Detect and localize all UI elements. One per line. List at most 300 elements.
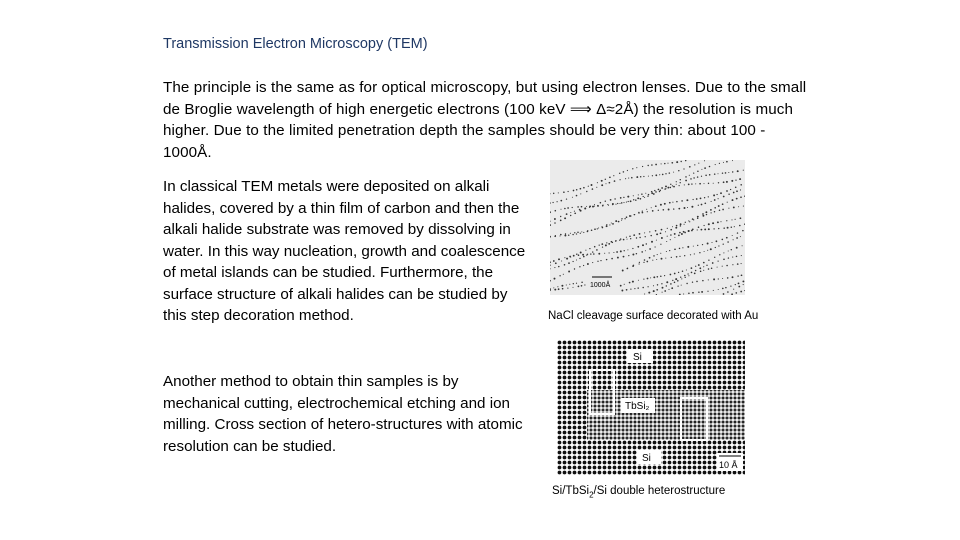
decoration-dot (587, 231, 588, 232)
decoration-dot (708, 268, 710, 270)
decoration-dot (697, 229, 698, 230)
decoration-dot (734, 226, 735, 227)
decoration-dot (737, 275, 738, 276)
decoration-dot (627, 196, 629, 198)
decoration-dot (651, 241, 653, 243)
decoration-dot (641, 193, 643, 195)
decoration-dot (557, 286, 558, 287)
decoration-dot (579, 266, 580, 267)
decoration-dot (579, 209, 581, 211)
decoration-dot (708, 228, 710, 230)
decoration-dot (581, 285, 583, 287)
decoration-dot (671, 257, 672, 258)
decoration-dot (690, 178, 692, 180)
decoration-dot (726, 237, 728, 239)
decoration-dot (681, 285, 682, 286)
decoration-dot (708, 183, 709, 184)
decoration-dot (692, 199, 693, 200)
decoration-dot (676, 184, 677, 185)
decoration-dot (735, 187, 737, 189)
decoration-dot (554, 222, 556, 224)
decoration-dot (674, 273, 676, 275)
decoration-dot (720, 192, 722, 194)
decoration-dot (642, 287, 644, 289)
decoration-dot (632, 168, 633, 169)
decoration-dot (609, 182, 611, 184)
decoration-dot (570, 212, 571, 213)
decoration-dot (555, 262, 557, 264)
decoration-dot (646, 209, 647, 210)
label-si-top: Si (633, 352, 642, 363)
decoration-dot (743, 206, 744, 207)
decoration-dot (730, 285, 731, 286)
decoration-dot (679, 185, 680, 186)
decoration-dot (651, 191, 653, 193)
scale-bar-label: 10 Å (719, 460, 738, 470)
decoration-dot (572, 234, 573, 235)
decoration-dot (714, 207, 716, 209)
decoration-dot (602, 246, 603, 247)
decoration-dot (704, 160, 705, 161)
decoration-dot (609, 224, 610, 225)
decoration-dot (738, 286, 740, 288)
decoration-dot (719, 254, 720, 255)
decoration-dot (705, 211, 707, 213)
decoration-dot (701, 204, 703, 206)
decoration-dot (733, 192, 735, 194)
decoration-dot (740, 184, 742, 186)
decoration-dot (713, 278, 715, 280)
decoration-dot (718, 205, 720, 207)
decoration-dot (600, 202, 602, 204)
decoration-dot (727, 227, 729, 229)
decoration-dot (570, 215, 571, 216)
decoration-dot (735, 219, 736, 220)
decoration-dot (656, 233, 658, 235)
decoration-dot (660, 244, 661, 245)
decoration-dot (680, 161, 681, 162)
decoration-dot (591, 184, 593, 186)
decoration-dot (655, 191, 657, 193)
decoration-dot (564, 217, 566, 219)
decoration-dot (718, 245, 719, 246)
decoration-dot (708, 260, 709, 261)
decoration-dot (662, 174, 664, 176)
decoration-dot (624, 218, 625, 219)
decoration-dot (609, 176, 611, 178)
decoration-dot (633, 195, 634, 196)
decoration-dot (709, 166, 711, 168)
decoration-dot (688, 293, 690, 295)
decoration-dot (590, 206, 591, 207)
decoration-dot (726, 265, 728, 267)
decoration-dot (707, 243, 709, 245)
decoration-dot (702, 215, 704, 217)
decoration-dot (647, 278, 649, 280)
decoration-dot (594, 206, 595, 207)
decoration-dot (698, 226, 700, 228)
decoration-dot (735, 292, 737, 294)
decoration-dot (692, 292, 694, 294)
decoration-dot (709, 174, 711, 176)
decoration-dot (648, 194, 649, 195)
decoration-dot (742, 245, 743, 246)
decoration-dot (632, 265, 634, 267)
decoration-dot (606, 259, 607, 260)
decoration-dot (722, 288, 724, 290)
decoration-dot (580, 188, 582, 190)
decoration-dot (560, 216, 561, 217)
decoration-dot (670, 234, 672, 236)
decoration-dot (732, 160, 733, 161)
decoration-dot (678, 272, 679, 273)
decoration-dot (661, 229, 663, 231)
decoration-dot (661, 237, 663, 239)
decoration-dot (577, 206, 579, 208)
decoration-dot (723, 244, 724, 245)
decoration-dot (680, 225, 682, 227)
decoration-dot (559, 235, 560, 236)
decoration-dot (712, 262, 714, 264)
decoration-dot (698, 205, 699, 206)
decoration-dot (646, 261, 648, 263)
decoration-dot (656, 240, 657, 241)
decoration-dot (601, 184, 603, 186)
decoration-dot (711, 201, 712, 202)
decoration-dot (649, 248, 651, 250)
decoration-dot (669, 250, 670, 251)
decoration-dot (558, 288, 560, 290)
decoration-dot (738, 206, 739, 207)
decoration-dot (553, 287, 554, 288)
decoration-dot (626, 202, 627, 203)
decoration-dot (725, 172, 727, 174)
decoration-dot (699, 183, 701, 185)
decoration-dot (572, 207, 573, 208)
decoration-dot (574, 268, 575, 269)
decoration-dot (708, 196, 709, 197)
decoration-dot (636, 167, 637, 168)
decoration-dot (578, 286, 580, 288)
decoration-dot (674, 237, 675, 238)
heterostructure-micrograph (557, 340, 745, 475)
decoration-dot (658, 210, 659, 211)
decoration-dot (560, 234, 562, 236)
decoration-dot (663, 209, 665, 211)
decoration-dot (683, 168, 684, 169)
decoration-dot (740, 217, 742, 219)
decoration-dot (581, 231, 582, 232)
decoration-dot (722, 278, 723, 279)
decoration-dot (618, 221, 620, 223)
decoration-dot (688, 220, 689, 221)
decoration-dot (623, 202, 624, 203)
decoration-dot (732, 264, 733, 265)
decoration-dot (700, 198, 702, 200)
decoration-dot (642, 212, 644, 214)
decoration-dot (644, 232, 645, 233)
decoration-dot (597, 261, 598, 262)
decoration-dot (704, 167, 706, 169)
decoration-dot (552, 202, 553, 203)
decoration-dot (634, 288, 635, 289)
decoration-dot (720, 221, 721, 222)
decoration-dot (667, 163, 668, 164)
decoration-dot (711, 267, 713, 269)
decoration-dot (659, 174, 660, 175)
decoration-dot (574, 232, 575, 233)
decoration-dot (683, 231, 685, 233)
decoration-dot (653, 276, 655, 278)
decoration-dot (608, 243, 610, 245)
decoration-dot (714, 257, 715, 258)
decoration-dot (701, 291, 703, 293)
decoration-dot (691, 272, 693, 274)
decoration-dot (728, 172, 729, 173)
decoration-dot (636, 253, 637, 254)
decoration-dot (660, 253, 661, 254)
decoration-dot (568, 271, 570, 273)
decoration-dot (653, 285, 654, 286)
decoration-dot (695, 266, 696, 267)
decoration-dot (573, 255, 574, 256)
decoration-dot (644, 293, 645, 294)
decoration-dot (561, 260, 562, 261)
decoration-dot (661, 258, 663, 260)
decoration-dot (674, 282, 676, 284)
decoration-dot (666, 285, 667, 286)
decoration-dot (553, 193, 554, 194)
decoration-dot (736, 190, 738, 192)
decoration-dot (699, 252, 700, 253)
decoration-dot (600, 260, 601, 261)
decoration-dot (665, 258, 666, 259)
decoration-dot (656, 259, 657, 260)
decoration-dot (679, 256, 680, 257)
decoration-dot (681, 278, 682, 279)
decoration-dot (604, 253, 605, 254)
decoration-dot (742, 230, 744, 232)
decoration-dot (694, 273, 696, 275)
decoration-dot (685, 180, 687, 182)
decoration-dot (691, 267, 693, 269)
decoration-dot (684, 255, 685, 256)
decoration-dot (657, 284, 658, 285)
decoration-dot (681, 200, 683, 202)
decoration-dot (701, 229, 703, 231)
decoration-dot (664, 203, 666, 205)
decoration-dot (642, 244, 644, 246)
decoration-dot (570, 233, 571, 234)
decoration-dot (665, 185, 667, 187)
decoration-dot (689, 175, 690, 176)
decoration-dot (672, 226, 673, 227)
decoration-dot (630, 200, 632, 202)
decoration-dot (736, 237, 738, 239)
decoration-dot (621, 290, 623, 292)
decoration-dot (687, 207, 688, 208)
decoration-dot (731, 180, 733, 182)
decoration-dot (612, 223, 614, 225)
decoration-dot (680, 182, 681, 183)
decoration-dot (697, 245, 698, 246)
decoration-dot (639, 233, 641, 235)
decoration-dot (698, 264, 700, 266)
decoration-dot (629, 235, 631, 237)
decoration-dot (577, 232, 579, 234)
decoration-dot (576, 189, 578, 191)
decoration-dot (689, 221, 690, 222)
decoration-dot (718, 278, 719, 279)
decoration-dot (668, 289, 669, 290)
decoration-dot (574, 212, 576, 214)
decoration-dot (713, 290, 714, 291)
decoration-dot (723, 293, 725, 295)
decoration-dot (660, 276, 662, 278)
decoration-dot (684, 224, 685, 225)
decoration-dot (650, 277, 651, 278)
decoration-dot (717, 221, 719, 223)
decoration-dot (728, 194, 729, 195)
decoration-dot (732, 199, 734, 201)
decoration-dot (722, 209, 724, 211)
decoration-dot (612, 204, 613, 205)
decoration-dot (743, 284, 744, 285)
decoration-dot (598, 227, 599, 228)
decoration-dot (606, 224, 607, 225)
decoration-dot (726, 220, 727, 221)
decoration-dot (701, 169, 702, 170)
decoration-dot (732, 235, 733, 236)
decoration-dot (704, 202, 706, 204)
decoration-dot (623, 171, 625, 173)
decoration-dot (676, 256, 678, 258)
decoration-dot (636, 176, 638, 178)
decoration-dot (708, 279, 709, 280)
decoration-dot (713, 194, 715, 196)
decoration-dot (697, 176, 698, 177)
decoration-dot (699, 267, 701, 269)
decoration-dot (727, 277, 729, 279)
decoration-dot (666, 251, 667, 252)
decoration-dot (719, 210, 721, 212)
decoration-dot (677, 280, 679, 282)
nacl-caption: NaCl cleavage surface decorated with Au (548, 310, 759, 322)
decoration-dot (605, 179, 606, 180)
decoration-dot (695, 183, 696, 184)
decoration-dot (702, 280, 704, 282)
decoration-dot (698, 291, 699, 292)
decoration-dot (664, 290, 666, 292)
decoration-dot (647, 165, 648, 166)
decoration-dot (558, 258, 560, 260)
decoration-dot (716, 194, 717, 195)
decoration-dot (590, 253, 591, 254)
decoration-dot (564, 208, 566, 210)
decoration-dot (601, 243, 603, 245)
decoration-dot (650, 235, 651, 236)
decoration-dot (693, 246, 694, 247)
decoration-dot (676, 181, 677, 182)
decoration-dot (671, 162, 673, 164)
decoration-dot (651, 164, 653, 166)
decoration-dot (615, 204, 616, 205)
decoration-dot (560, 200, 562, 202)
decoration-dot (666, 241, 667, 242)
decoration-dot (676, 161, 678, 163)
decoration-dot (740, 189, 741, 190)
decoration-dot (602, 205, 604, 207)
decoration-dot (611, 222, 612, 223)
decoration-dot (670, 283, 672, 285)
decoration-dot (653, 193, 655, 195)
decoration-dot (645, 250, 646, 251)
decoration-dot (718, 261, 719, 262)
decoration-dot (634, 214, 635, 215)
decoration-dot (725, 287, 727, 289)
decoration-dot (674, 248, 676, 250)
decoration-dot (643, 176, 644, 177)
decoration-dot (714, 211, 715, 212)
decoration-dot (556, 201, 557, 202)
decoration-dot (678, 170, 679, 171)
heterostructure-caption (552, 485, 725, 499)
caption-text: Si/TbSi (552, 485, 590, 497)
decoration-dot (684, 207, 686, 209)
decoration-dot (673, 208, 674, 209)
decoration-dot (578, 254, 580, 256)
decoration-dot (651, 207, 652, 208)
decoration-dot (723, 258, 725, 260)
decoration-dot (623, 197, 624, 198)
decoration-dot (703, 262, 705, 264)
decoration-dot (739, 225, 741, 227)
decoration-dot (723, 181, 725, 183)
decoration-dot (686, 283, 687, 284)
decoration-dot (623, 256, 625, 258)
decoration-dot (576, 195, 578, 197)
decoration-dot (678, 208, 680, 210)
decoration-dot (718, 173, 719, 174)
decoration-dot (714, 173, 716, 175)
decoration-dot (671, 287, 673, 289)
decoration-dot (672, 280, 673, 281)
decoration-dot (574, 211, 575, 212)
decoration-dot (636, 237, 637, 238)
decoration-dot (718, 182, 719, 183)
decoration-dot (580, 233, 581, 234)
decoration-dot (670, 239, 671, 240)
decoration-dot (688, 275, 689, 276)
decoration-dot (741, 263, 742, 264)
decoration-dot (741, 274, 743, 276)
decoration-dot (629, 282, 631, 284)
decoration-dot (680, 223, 682, 225)
decoration-dot (594, 228, 596, 230)
decoration-dot (657, 254, 658, 255)
decoration-dot (644, 197, 645, 198)
decoration-dot (694, 164, 695, 165)
decoration-dot (670, 187, 671, 188)
decoration-dot (637, 197, 639, 199)
decoration-dot (576, 254, 577, 255)
decoration-dot (679, 248, 681, 250)
decoration-dot (619, 240, 620, 241)
decoration-dot (563, 274, 564, 275)
decoration-dot (732, 257, 733, 258)
decoration-dot (566, 198, 567, 199)
decoration-dot (630, 238, 631, 239)
